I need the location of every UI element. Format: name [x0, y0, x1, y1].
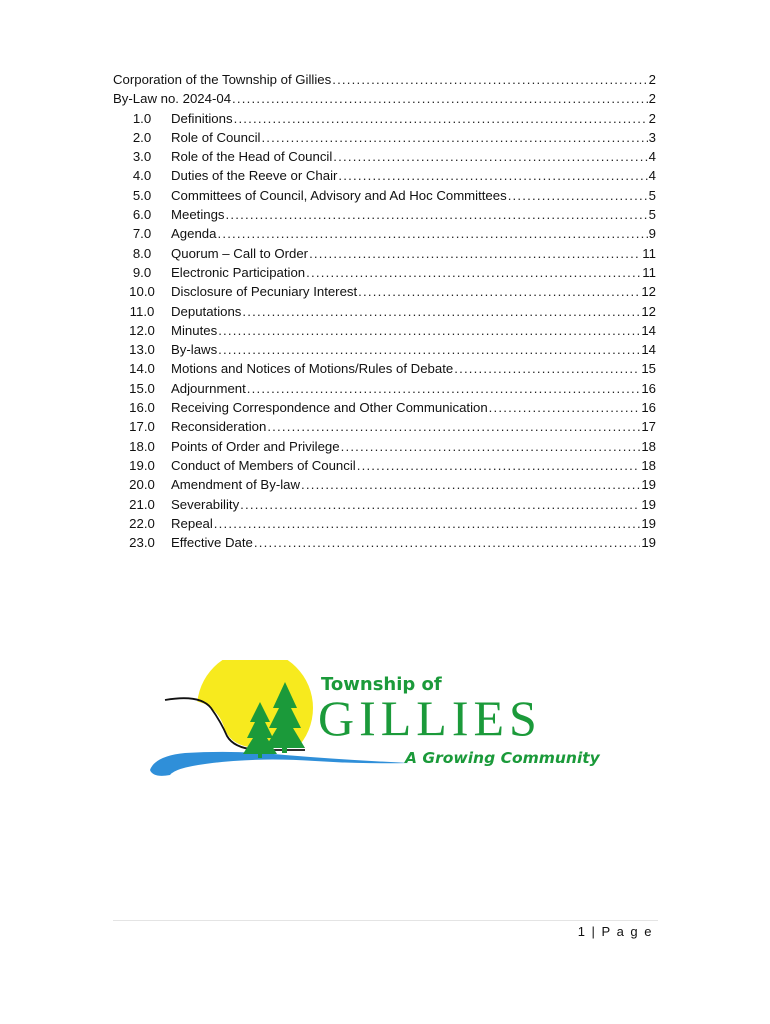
toc-entry[interactable] [113, 89, 656, 108]
toc-entry-page: 18 [641, 457, 656, 473]
toc-entry[interactable] [113, 186, 656, 205]
footer-divider [113, 920, 658, 921]
toc-entry-page: 12 [641, 284, 656, 300]
toc-leader-dots [226, 205, 648, 224]
toc-entry-page: 15 [641, 361, 656, 377]
township-logo [145, 660, 615, 785]
toc-leader-dots [242, 302, 640, 321]
toc-entry-title: Quorum – Call to Order [171, 245, 309, 261]
toc-leader-dots [333, 147, 647, 166]
toc-entry-title: Deputations [171, 303, 242, 319]
toc-entry-number: 6.0 [132, 207, 152, 223]
toc-leader-dots [454, 359, 640, 378]
toc-entry[interactable] [113, 147, 656, 166]
page-number: 1 | P a g e [577, 924, 653, 939]
toc-entry-page: 12 [641, 303, 656, 319]
toc-entry-page: 5 [648, 207, 656, 223]
toc-entry-page: 19 [641, 477, 656, 493]
toc-entry[interactable] [113, 302, 656, 321]
toc-leader-dots [309, 244, 641, 263]
toc-entry-number: 18.0 [129, 438, 155, 454]
logo-township-of: Township of [321, 674, 442, 695]
toc-entry-title: Corporation of the Township of Gillies [113, 72, 332, 87]
toc-entry-title: Motions and Notices of Motions/Rules of Debate [171, 361, 454, 377]
toc-entry[interactable] [113, 244, 656, 263]
toc-entry-page: 17 [641, 419, 656, 435]
toc-entry-number: 11.0 [129, 303, 155, 319]
toc-entry-title: By-laws [171, 342, 218, 358]
toc-entry-page: 19 [641, 535, 656, 551]
toc-entry-page: 11 [642, 245, 656, 261]
toc-entry-page: 2 [648, 110, 656, 126]
toc-entry-number: 23.0 [129, 535, 155, 551]
toc-entry-number: 21.0 [129, 496, 155, 512]
toc-entry-number: 8.0 [132, 245, 152, 261]
toc-entry[interactable] [113, 533, 656, 552]
toc-entry-title: Duties of the Reeve or Chair [171, 168, 338, 184]
toc-entry-page: 16 [641, 400, 656, 416]
toc-entry-page: 4 [648, 168, 656, 184]
toc-entry-number: 10.0 [129, 284, 155, 300]
toc-leader-dots [218, 321, 640, 340]
toc-entry-page: 3 [648, 129, 656, 145]
toc-entry[interactable] [113, 166, 656, 185]
toc-leader-dots [232, 89, 648, 108]
toc-entry-page: 2 [648, 91, 656, 107]
toc-leader-dots [217, 224, 647, 243]
logo-tagline: A Growing Community [405, 749, 600, 767]
table-of-contents [113, 70, 656, 552]
toc-entry[interactable] [113, 437, 656, 456]
toc-entry-number: 14.0 [129, 361, 155, 377]
toc-entry-number: 5.0 [132, 187, 152, 203]
toc-entry[interactable] [113, 398, 656, 417]
toc-entry-number: 15.0 [129, 380, 155, 396]
toc-entry-page: 4 [648, 149, 656, 165]
toc-entry-page: 19 [641, 515, 656, 531]
toc-entry-title: Points of Order and Privilege [171, 438, 340, 454]
toc-entry-page: 14 [641, 322, 656, 338]
toc-entry-page: 14 [641, 342, 656, 358]
toc-entry-title: Disclosure of Pecuniary Interest [171, 284, 358, 300]
toc-entry-title: Conduct of Members of Council [171, 457, 356, 473]
toc-leader-dots [267, 417, 640, 436]
toc-entry-number: 4.0 [132, 168, 152, 184]
toc-entry-title: Committees of Council, Advisory and Ad Hoc Committees [171, 187, 507, 203]
toc-entry[interactable] [113, 379, 656, 398]
toc-leader-dots [240, 495, 640, 514]
toc-entry-title: Effective Date [171, 535, 253, 551]
toc-entry-number: 1.0 [132, 110, 152, 126]
toc-leader-dots [214, 514, 641, 533]
toc-entry[interactable] [113, 417, 656, 436]
toc-entry-page: 2 [648, 72, 656, 87]
toc-entry[interactable] [113, 359, 656, 378]
toc-leader-dots [218, 340, 640, 359]
toc-entry-number: 17.0 [129, 419, 155, 435]
toc-entry-number: 20.0 [129, 477, 155, 493]
logo-gillies: GILLIES [318, 690, 542, 746]
toc-entry-number: 9.0 [132, 264, 152, 280]
toc-entry-title: Minutes [171, 322, 218, 338]
toc-entry-page: 18 [641, 438, 656, 454]
toc-leader-dots [341, 437, 641, 456]
toc-entry-title: Role of Council [171, 129, 261, 145]
toc-entry-title: Repeal [171, 515, 213, 531]
toc-entry[interactable] [113, 321, 656, 340]
toc-entry[interactable] [113, 109, 656, 128]
toc-leader-dots [508, 186, 648, 205]
toc-leader-dots [489, 398, 641, 417]
toc-entry[interactable] [113, 70, 656, 89]
toc-entry-title: Reconsideration [171, 419, 267, 435]
toc-entry-title: Amendment of By-law [171, 477, 300, 493]
toc-entry-page: 16 [641, 380, 656, 396]
toc-entry-page: 11 [642, 264, 656, 280]
toc-leader-dots [234, 109, 648, 128]
toc-entry-title: By-Law no. 2024-04 [113, 91, 232, 107]
toc-entry-number: 12.0 [129, 322, 155, 338]
toc-leader-dots [306, 263, 641, 282]
toc-leader-dots [261, 128, 647, 147]
toc-leader-dots [338, 166, 647, 185]
toc-leader-dots [254, 533, 640, 552]
toc-entry-title: Definitions [171, 110, 233, 126]
toc-entry-page: 5 [648, 187, 656, 203]
toc-entry-number: 19.0 [129, 457, 155, 473]
toc-entry-title: Electronic Participation [171, 264, 306, 280]
toc-entry-number: 13.0 [129, 342, 155, 358]
toc-leader-dots [301, 475, 640, 494]
toc-entry-page: 9 [648, 226, 656, 242]
toc-entry[interactable] [113, 224, 656, 243]
toc-leader-dots [332, 70, 647, 89]
toc-entry[interactable] [113, 128, 656, 147]
toc-entry-title: Meetings [171, 207, 225, 223]
toc-entry-number: 2.0 [132, 129, 152, 145]
toc-entry-title: Agenda [171, 226, 217, 242]
toc-entry-number: 3.0 [132, 149, 152, 165]
toc-entry[interactable] [113, 475, 656, 494]
toc-entry-page: 19 [641, 496, 656, 512]
toc-entry[interactable] [113, 263, 656, 282]
toc-entry[interactable] [113, 340, 656, 359]
toc-entry-title: Role of the Head of Council [171, 149, 333, 165]
toc-entry[interactable] [113, 282, 656, 301]
toc-entry-title: Receiving Correspondence and Other Communication [171, 400, 488, 416]
toc-entry[interactable] [113, 205, 656, 224]
toc-entry-number: 7.0 [132, 226, 152, 242]
toc-leader-dots [358, 282, 640, 301]
toc-leader-dots [247, 379, 641, 398]
toc-entry-title: Severability [171, 496, 240, 512]
toc-entry-number: 16.0 [129, 400, 155, 416]
toc-entry[interactable] [113, 456, 656, 475]
toc-entry[interactable] [113, 514, 656, 533]
toc-entry[interactable] [113, 495, 656, 514]
toc-entry-title: Adjournment [171, 380, 246, 396]
toc-entry-number: 22.0 [129, 515, 155, 531]
toc-leader-dots [357, 456, 641, 475]
